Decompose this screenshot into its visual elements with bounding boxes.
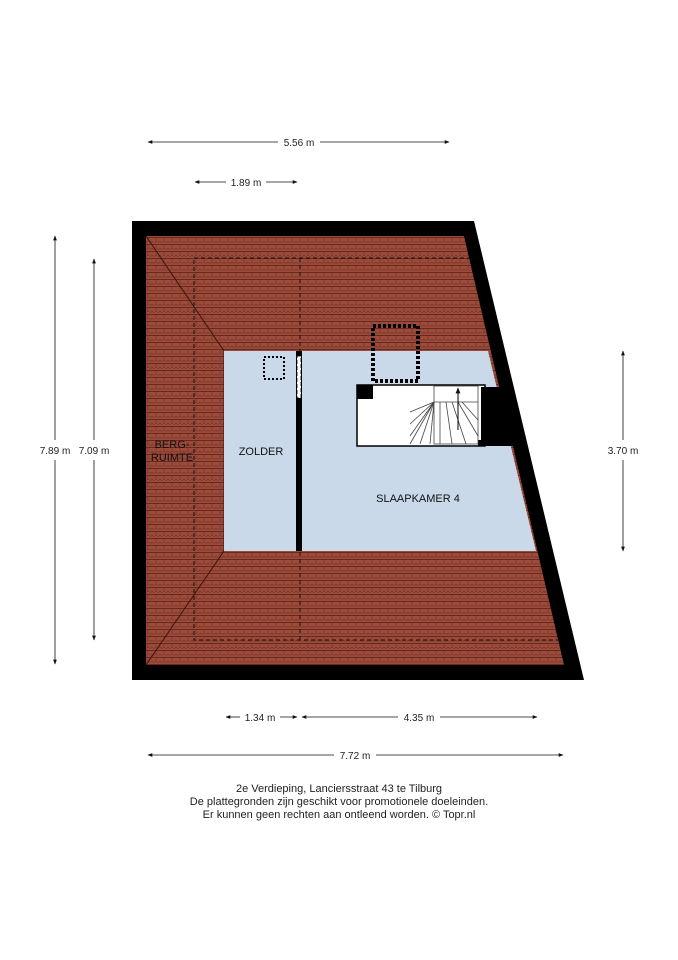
caption-line-title: 2e Verdieping, Lanciersstraat 43 te Tilburg <box>235 783 443 795</box>
caption <box>0 783 678 822</box>
chimney-block <box>357 385 373 399</box>
room-label-storage: RUIMTE <box>150 452 194 464</box>
room-label-bedroom: SLAAPKAMER 4 <box>376 493 460 505</box>
room-label-attic: ZOLDER <box>238 446 284 458</box>
dimension-bottom-right <box>302 713 537 724</box>
svg-text:7.89 m: 7.89 m <box>39 446 71 457</box>
svg-text:4.35 m: 4.35 m <box>403 713 435 724</box>
caption-line-rights: Er kunnen geen rechten aan ontleend worden. © Topr.nl <box>202 809 476 821</box>
partition-opening <box>297 356 301 398</box>
dimension-bottom-total <box>148 751 563 762</box>
dimension-top-partial <box>195 178 297 189</box>
svg-text:1.34 m: 1.34 m <box>244 713 276 724</box>
dimension-top-total <box>148 138 449 149</box>
room-label-storage: BERG- <box>154 439 190 451</box>
svg-text:1.89 m: 1.89 m <box>230 178 262 189</box>
svg-text:7.72 m: 7.72 m <box>339 751 371 762</box>
dimension-bottom-left <box>226 713 297 724</box>
svg-text:7.09 m: 7.09 m <box>78 446 110 457</box>
svg-text:3.70 m: 3.70 m <box>607 446 639 457</box>
skylight-small <box>264 357 284 379</box>
dimension-right <box>608 351 639 551</box>
caption-line-disclaimer: De plattegronden zijn geschikt voor promotionele doeleinden. <box>189 796 489 808</box>
dimension-left-outer <box>40 236 71 664</box>
svg-text:5.56 m: 5.56 m <box>283 138 315 149</box>
dimension-left-inner <box>79 259 110 640</box>
